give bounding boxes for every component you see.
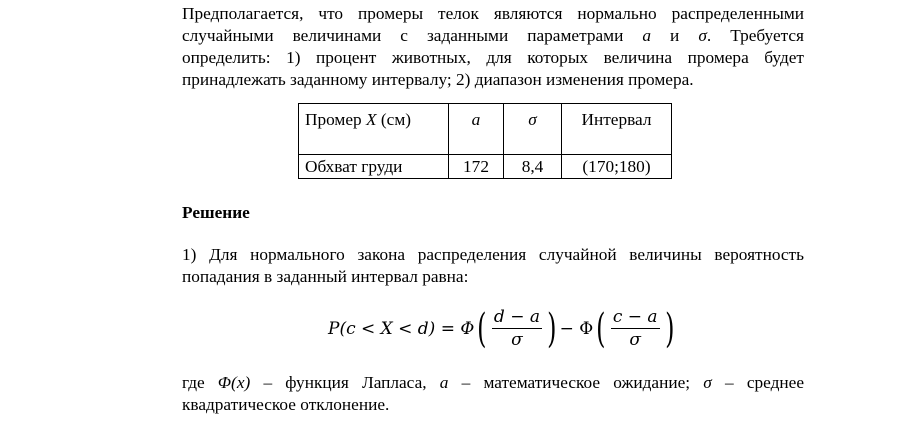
solution-line-1: 1) Для нормального закона распределения случайной величины вероятность <box>182 245 804 264</box>
problem-line-1: Предполагается, что промеры телок являются нормально распределенными <box>182 4 804 23</box>
problem-statement <box>182 3 804 91</box>
cell-a: 172 <box>449 155 504 179</box>
right-paren: ) <box>664 305 675 352</box>
problem-line-4: принадлежать заданному интервалу; 2) диапазон изменения промера. <box>182 70 694 89</box>
parameters-table <box>298 103 672 179</box>
symbol-sigma: σ <box>703 373 712 392</box>
right-paren: ) <box>547 305 557 352</box>
fraction-1-denominator: σ <box>511 330 523 350</box>
cell-sigma: 8,4 <box>504 155 562 179</box>
probability-formula <box>328 306 677 351</box>
solution-heading: Решение <box>182 203 250 222</box>
problem-line-2: случайными величинами с заданными параметрами a и σ. Требуется <box>182 26 805 45</box>
formula-lhs: P(c < X < d) = Φ <box>328 318 475 339</box>
solution-line-2: попадания в заданный интервал равна: <box>182 267 469 286</box>
symbol-a: a <box>439 373 449 392</box>
left-paren: ( <box>477 305 487 352</box>
header-measure: Промер X (см) <box>299 104 449 155</box>
fraction-1 <box>492 306 542 351</box>
fraction-1-numerator: d − a <box>493 307 540 327</box>
fraction-2 <box>611 306 660 351</box>
symbol-a: a <box>642 26 652 45</box>
cell-measure-name: Обхват груди <box>299 155 449 179</box>
table-header-row <box>299 104 672 155</box>
solution-text <box>182 244 804 288</box>
formula-mid: − Φ <box>559 318 594 339</box>
symbol-phi: Φ(x) <box>217 373 251 392</box>
problem-line-3: определить: 1) процент животных, для которых величина промера будет <box>182 48 804 67</box>
cell-interval: (170;180) <box>562 155 672 179</box>
header-interval: Интервал <box>562 104 672 155</box>
header-a: a <box>449 104 504 155</box>
table-row <box>299 155 672 179</box>
explanation-line-1: где Φ(x) – функция Лапласа, a – математическое ожидание; σ – среднее <box>182 373 804 392</box>
fraction-2-denominator: σ <box>629 330 641 350</box>
symbol-sigma: σ <box>698 26 707 45</box>
left-paren: ( <box>596 305 606 352</box>
explanation-line-2: квадратическое отклонение. <box>182 395 390 414</box>
formula-explanation <box>182 372 804 416</box>
header-sigma: σ <box>504 104 562 155</box>
fraction-2-numerator: c − a <box>612 307 658 327</box>
